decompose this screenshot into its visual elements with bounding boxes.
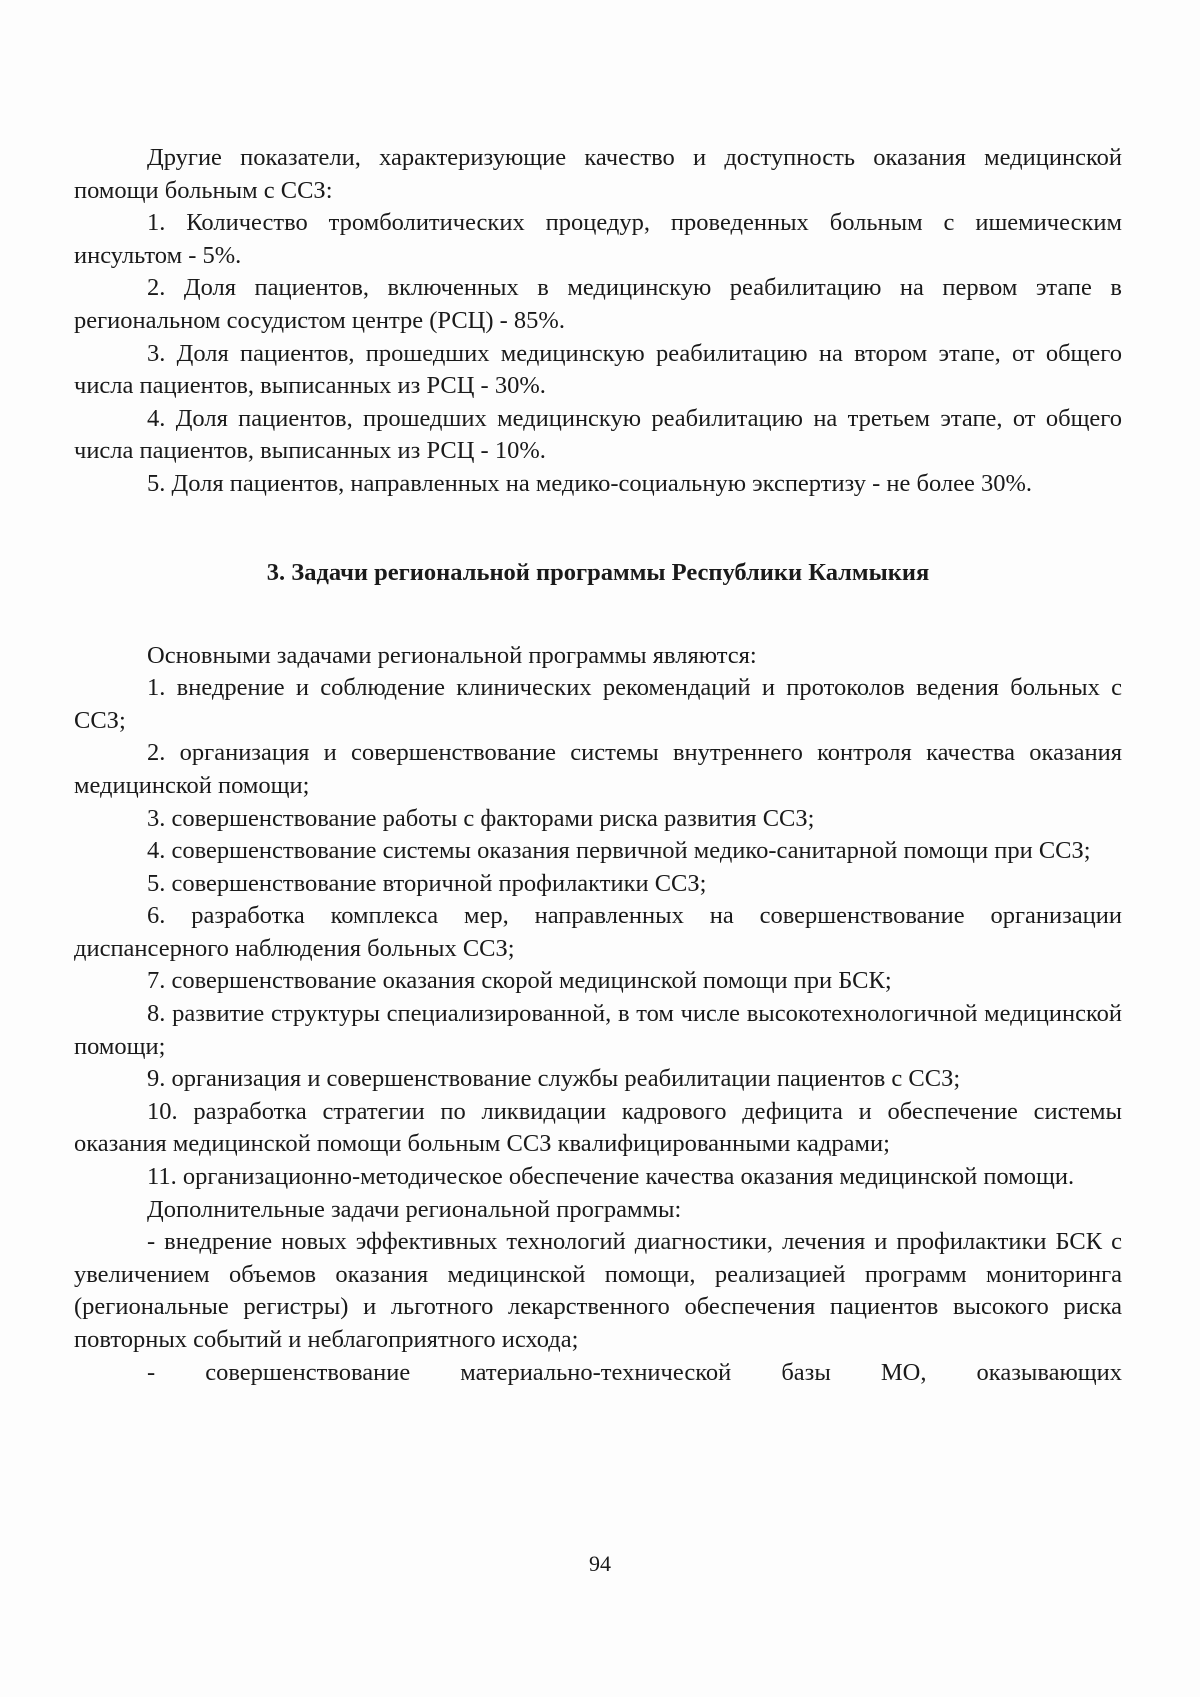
additional-task-item-2: - совершенствование материально-технической базы МО, оказывающих — [147, 1358, 1122, 1386]
page-content — [74, 142, 1122, 1389]
task-item-6: 6. разработка комплекса мер, направленных на совершенствование организации диспансерного наблюдения больных ССЗ; — [74, 902, 1122, 962]
tasks-intro-paragraph: Основными задачами региональной программы являются: — [147, 641, 757, 669]
additional-tasks-intro: Дополнительные задачи региональной программы: — [147, 1195, 682, 1223]
indicator-item-4: 4. Доля пациентов, прошедших медицинскую реабилитацию на третьем этапе, от общего числа пациентов, выписанных из РСЦ - 10%. — [74, 404, 1122, 465]
task-item-9: 9. организация и совершенствование службы реабилитации пациентов с ССЗ; — [147, 1065, 961, 1093]
indicator-item-3: 3. Доля пациентов, прошедших медицинскую реабилитацию на втором этапе, от общего числа пациентов, выписанных из РСЦ - 30%. — [74, 339, 1122, 400]
indicator-item-5: 5. Доля пациентов, направленных на медико-социальную экспертизу - не более 30%. — [147, 469, 1033, 497]
task-item-5: 5. совершенствование вторичной профилактики ССЗ; — [147, 869, 707, 897]
task-item-2: 2. организация и совершенствование системы внутреннего контроля качества оказания медицинской помощи; — [74, 739, 1122, 799]
task-item-11: 11. организационно-методическое обеспечение качества оказания медицинской помощи. — [147, 1163, 1075, 1191]
indicator-item-2: 2. Доля пациентов, включенных в медицинскую реабилитацию на первом этапе в региональном сосудистом центре (РСЦ) - 85%. — [74, 274, 1122, 334]
task-item-3: 3. совершенствование работы с факторами риска развития ССЗ; — [147, 804, 815, 832]
task-item-10: 10. разработка стратегии по ликвидации кадрового дефицита и обеспечение системы оказания медицинской помощи больным ССЗ квалифицированными кадрами; — [74, 1097, 1122, 1158]
indicator-item-1: 1. Количество тромболитических процедур, проведенных больным с ишемическим инсультом - 5%. — [74, 209, 1122, 269]
task-item-8: 8. развитие структуры специализированной, в том числе высокотехнологичной медицинской помощи; — [74, 1000, 1122, 1060]
page-number: 94 — [589, 1551, 611, 1576]
task-item-1: 1. внедрение и соблюдение клинических рекомендаций и протоколов ведения больных с ССЗ; — [74, 674, 1122, 734]
additional-task-item-1: - внедрение новых эффективных технологий диагностики, лечения и профилактики БСК с увеличением объемов оказания медицинской помощи, реализацией программ мониторинга (региональные регистры) и льготного лекарственного обеспечения пациентов высокого риска повторных событий и неблагоприятного исхода; — [74, 1228, 1122, 1353]
indicators-intro-paragraph: Другие показатели, характеризующие качество и доступность оказания медицинской помощи больным с ССЗ: — [74, 144, 1122, 204]
section-heading: 3. Задачи региональной программы Республики Калмыкия — [266, 558, 930, 586]
task-item-4: 4. совершенствование системы оказания первичной медико-санитарной помощи при ССЗ; — [147, 837, 1091, 865]
task-item-7: 7. совершенствование оказания скорой медицинской помощи при БСК; — [147, 967, 892, 995]
